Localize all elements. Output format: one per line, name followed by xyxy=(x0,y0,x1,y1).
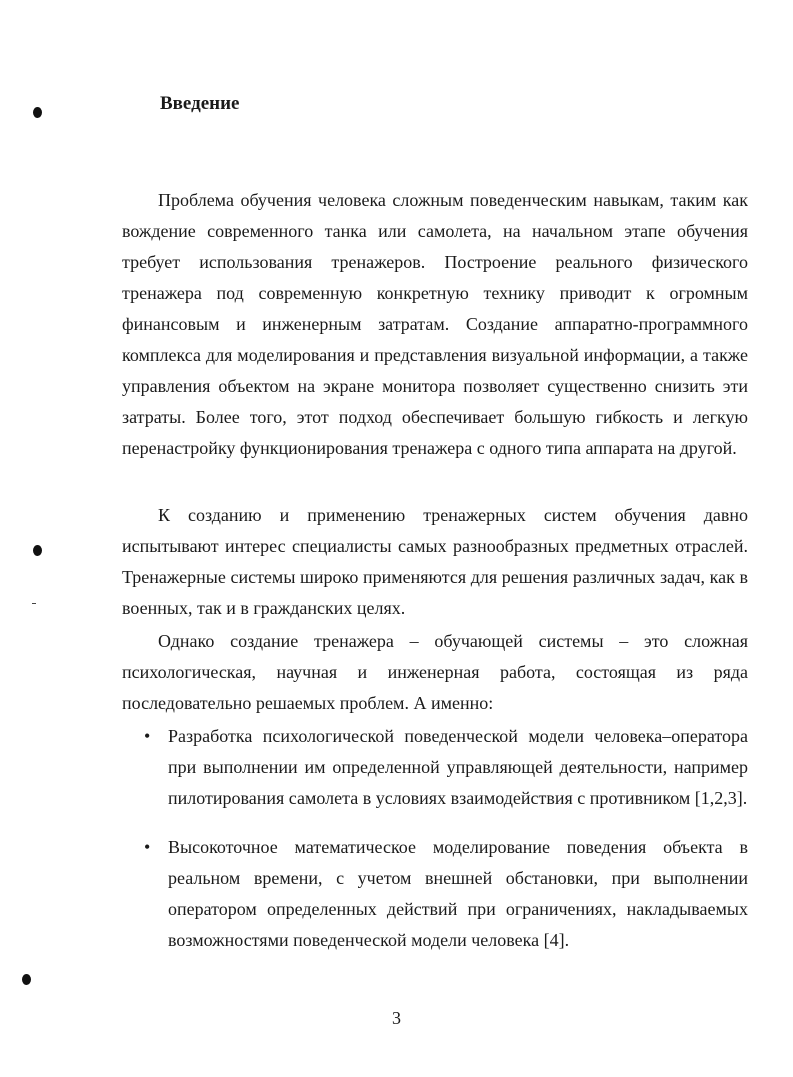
bullet-icon: • xyxy=(144,837,151,857)
list-item xyxy=(144,721,748,814)
list-item-text: Разработка психологической поведенческой модели человека–оператора при выполнении им определенной управляющей деятельности, например пилотирования самолета в условиях взаимодействия с противником [1,2,3]. xyxy=(168,726,748,808)
bullet-icon: • xyxy=(144,726,151,746)
scan-binding-hole-mark xyxy=(33,545,42,556)
paragraph-stages: Однако создание тренажера – обучающей системы – это сложная психологическая, научная и инженерная работа, состоящая из ряда последовательно решаемых проблем. А именно: xyxy=(122,631,748,713)
list-item-text: Высокоточное математическое моделирование поведения объекта в реальном времени, с учетом внешней обстановки, при выполнении оператором определенных действий при ограничениях, накладываемых возможностями поведенческой модели человека [4]. xyxy=(168,837,748,950)
stages-list xyxy=(144,721,748,974)
list-item xyxy=(144,832,748,956)
paragraph-interest: К созданию и применению тренажерных систем обучения давно испытывают интерес специалисты самых разнообразных предметных отраслей. Тренажерные системы широко применяются для решения различных задач, как в военных, так и в гражданских целях. xyxy=(122,505,748,618)
scan-artifact-mark xyxy=(32,603,36,604)
paragraph-problem: Проблема обучения человека сложным поведенческим навыкам, таким как вождение современного танка или самолета, на начальном этапе обучения требует использования тренажеров. Построение реального физического тренажера под современную конкретную технику приводит к огромным финансовым и инженерным затратам. Создание аппаратно-программного комплекса для моделирования и представления визуальной информации, а также управления объектом на экране монитора позволяет существенно снизить эти затраты. Более того, этот подход обеспечивает большую гибкость и легкую перенастройку функционирования тренажера с одного типа аппарата на другой. xyxy=(122,190,748,458)
scan-binding-hole-mark xyxy=(22,974,31,985)
section-heading: Введение xyxy=(160,93,240,114)
page-number: 3 xyxy=(392,1008,401,1028)
scan-binding-hole-mark xyxy=(33,107,42,118)
